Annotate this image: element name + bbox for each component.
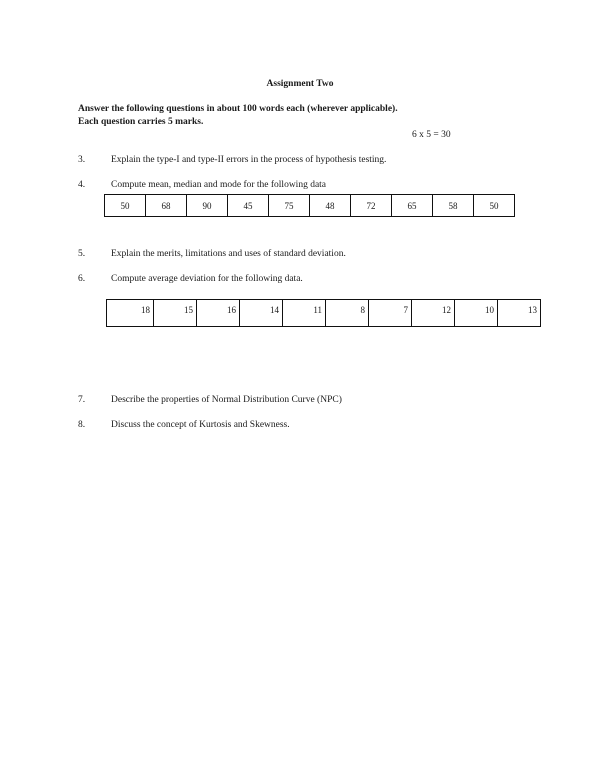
table-cell: 48 xyxy=(310,195,351,217)
table-cell: 7 xyxy=(369,300,412,327)
table-cell: 75 xyxy=(269,195,310,217)
question-number: 7. xyxy=(78,395,86,405)
table-cell: 11 xyxy=(283,300,326,327)
question-text: Compute mean, median and mode for the following data xyxy=(111,180,327,190)
question-text: Compute average deviation for the following data. xyxy=(111,274,303,284)
table-cell: 12 xyxy=(412,300,455,327)
table-cell: 8 xyxy=(326,300,369,327)
question-number: 5. xyxy=(78,249,86,259)
question-number: 4. xyxy=(78,180,86,190)
table-cell: 13 xyxy=(498,300,541,327)
table-cell: 72 xyxy=(351,195,392,217)
table-cell: 45 xyxy=(228,195,269,217)
data-table-q4 xyxy=(104,194,515,217)
table-cell: 14 xyxy=(240,300,283,327)
data-table-q6 xyxy=(106,299,541,327)
page-title: Assignment Two xyxy=(266,79,334,89)
table-cell: 16 xyxy=(197,300,240,327)
table-cell: 90 xyxy=(187,195,228,217)
table-cell: 68 xyxy=(146,195,187,217)
question-text: Discuss the concept of Kurtosis and Skewness. xyxy=(111,420,290,430)
table-cell: 18 xyxy=(107,300,154,327)
question-number: 8. xyxy=(78,420,86,430)
marks-total: 6 x 5 = 30 xyxy=(412,130,451,140)
question-number: 6. xyxy=(78,274,86,284)
table-cell: 50 xyxy=(105,195,146,217)
instructions-line-1: Answer the following questions in about 100 words each (wherever applicable). xyxy=(78,104,398,114)
question-text: Describe the properties of Normal Distribution Curve (NPC) xyxy=(111,395,342,405)
instructions-line-2: Each question carries 5 marks. xyxy=(78,117,204,127)
table-cell: 50 xyxy=(474,195,515,217)
table-cell: 10 xyxy=(455,300,498,327)
question-text: Explain the merits, limitations and uses of standard deviation. xyxy=(111,249,346,259)
table-cell: 65 xyxy=(392,195,433,217)
question-text: Explain the type-I and type-II errors in the process of hypothesis testing. xyxy=(111,155,387,165)
question-number: 3. xyxy=(78,155,86,165)
table-cell: 58 xyxy=(433,195,474,217)
table-cell: 15 xyxy=(154,300,197,327)
